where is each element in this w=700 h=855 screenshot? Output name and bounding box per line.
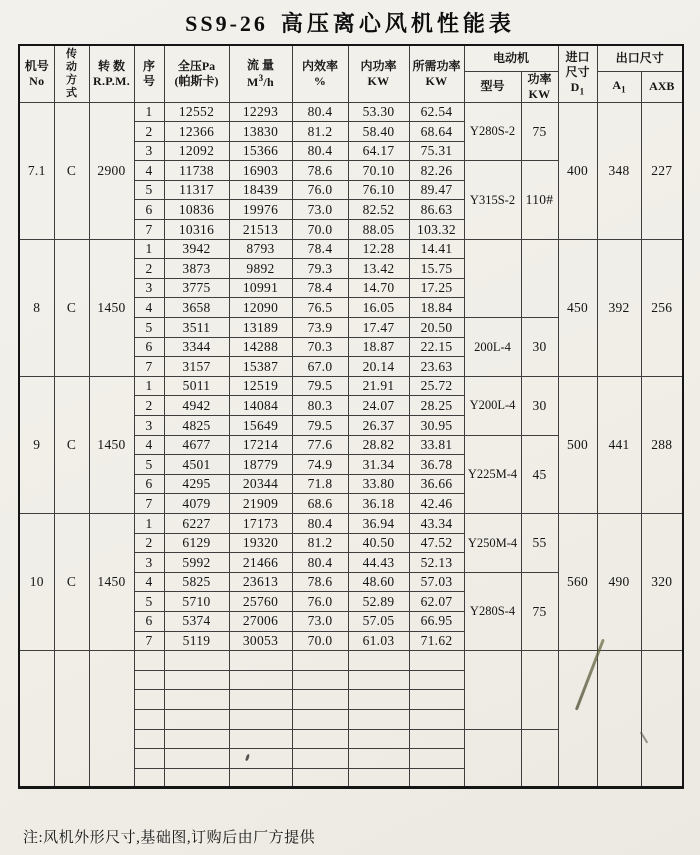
internal-power-cell: 88.05 — [348, 220, 409, 240]
internal-power-cell — [348, 729, 409, 749]
required-power-cell — [409, 651, 464, 671]
header-internal-power: 内功率 KW — [348, 45, 409, 102]
internal-power-cell: 76.10 — [348, 180, 409, 200]
flow-rate-cell — [229, 768, 292, 788]
motor-kw-cell: 110# — [521, 161, 558, 239]
flow-rate-cell: 13189 — [229, 318, 292, 338]
flow-rate-cell: 14084 — [229, 396, 292, 416]
internal-power-cell: 21.91 — [348, 376, 409, 396]
efficiency-cell: 78.6 — [292, 572, 348, 592]
internal-power-cell — [348, 768, 409, 788]
flow-rate-cell: 16903 — [229, 161, 292, 181]
required-power-cell: 86.63 — [409, 200, 464, 220]
seq-cell — [134, 729, 164, 749]
motor-kw-cell — [521, 239, 558, 317]
efficiency-cell: 71.8 — [292, 474, 348, 494]
flow-rate-cell: 10991 — [229, 278, 292, 298]
flow-rate-cell: 30053 — [229, 631, 292, 651]
flow-rate-cell: 19320 — [229, 533, 292, 553]
header-motor-group: 电动机 — [464, 45, 558, 71]
seq-cell: 7 — [134, 631, 164, 651]
flow-rate-cell — [229, 729, 292, 749]
internal-power-cell: 57.05 — [348, 611, 409, 631]
required-power-cell: 15.75 — [409, 259, 464, 279]
header-outlet-a1: $A_1$ — [597, 71, 641, 102]
rpm-cell: 1450 — [89, 239, 134, 376]
required-power-cell: 22.15 — [409, 337, 464, 357]
machine-no-cell: 9 — [19, 376, 54, 513]
outlet-axb-cell: 227 — [641, 102, 683, 239]
motor-kw-cell — [521, 729, 558, 788]
total-pressure-cell: 10836 — [164, 200, 229, 220]
seq-cell: 4 — [134, 298, 164, 318]
rpm-cell: 1450 — [89, 513, 134, 650]
flow-rate-cell: 12090 — [229, 298, 292, 318]
table-row — [19, 651, 683, 671]
required-power-cell: 66.95 — [409, 611, 464, 631]
total-pressure-cell: 12366 — [164, 122, 229, 142]
total-pressure-cell: 6227 — [164, 513, 229, 533]
seq-cell: 7 — [134, 220, 164, 240]
internal-power-cell: 13.42 — [348, 259, 409, 279]
total-pressure-cell: 5825 — [164, 572, 229, 592]
seq-cell: 7 — [134, 494, 164, 514]
internal-power-cell — [348, 709, 409, 729]
header-flow-rate: 流 量 $M^3/h$ — [229, 45, 292, 102]
motor-model-cell: Y250M-4 — [464, 513, 521, 572]
seq-cell — [134, 749, 164, 769]
seq-cell: 4 — [134, 435, 164, 455]
efficiency-cell: 81.2 — [292, 533, 348, 553]
required-power-cell: 57.03 — [409, 572, 464, 592]
internal-power-cell: 48.60 — [348, 572, 409, 592]
header-outlet-group: 出口尺寸 — [597, 45, 683, 71]
outlet-a1-cell: 441 — [597, 376, 641, 513]
internal-power-cell: 31.34 — [348, 455, 409, 475]
seq-cell — [134, 690, 164, 710]
outlet-axb-cell: 320 — [641, 513, 683, 650]
efficiency-cell: 81.2 — [292, 122, 348, 142]
machine-no-cell: 10 — [19, 513, 54, 650]
efficiency-cell: 76.5 — [292, 298, 348, 318]
efficiency-cell: 80.4 — [292, 553, 348, 573]
inlet-d1-cell: 450 — [558, 239, 597, 376]
efficiency-cell: 78.4 — [292, 239, 348, 259]
internal-power-cell: 24.07 — [348, 396, 409, 416]
efficiency-cell: 77.6 — [292, 435, 348, 455]
internal-power-cell: 44.43 — [348, 553, 409, 573]
efficiency-cell: 78.6 — [292, 161, 348, 181]
table-row — [19, 102, 683, 122]
internal-power-cell: 40.50 — [348, 533, 409, 553]
motor-model-cell: 200L-4 — [464, 318, 521, 377]
header-drive-mode: 传 动 方 式 — [54, 45, 89, 102]
total-pressure-cell: 4079 — [164, 494, 229, 514]
internal-power-cell: 17.47 — [348, 318, 409, 338]
flow-rate-cell: 17214 — [229, 435, 292, 455]
total-pressure-cell — [164, 709, 229, 729]
total-pressure-cell — [164, 651, 229, 671]
flow-rate-cell — [229, 690, 292, 710]
header-motor-kw: 功率 KW — [521, 71, 558, 102]
seq-cell: 6 — [134, 337, 164, 357]
seq-cell: 4 — [134, 572, 164, 592]
rpm-cell: 1450 — [89, 376, 134, 513]
seq-cell: 5 — [134, 455, 164, 475]
required-power-cell: 62.07 — [409, 592, 464, 612]
header-required-power: 所需功率 KW — [409, 45, 464, 102]
outlet-a1-cell: 490 — [597, 513, 641, 650]
required-power-cell — [409, 768, 464, 788]
motor-kw-cell — [521, 651, 558, 729]
flow-rate-cell: 21909 — [229, 494, 292, 514]
required-power-cell: 28.25 — [409, 396, 464, 416]
efficiency-cell — [292, 651, 348, 671]
required-power-cell: 47.52 — [409, 533, 464, 553]
efficiency-cell — [292, 729, 348, 749]
outlet-a1-cell: 392 — [597, 239, 641, 376]
total-pressure-cell: 12092 — [164, 141, 229, 161]
seq-cell: 5 — [134, 318, 164, 338]
efficiency-cell: 79.5 — [292, 376, 348, 396]
seq-cell: 6 — [134, 611, 164, 631]
title-model: SS9-26 — [185, 11, 268, 36]
motor-kw-cell: 45 — [521, 435, 558, 513]
internal-power-cell — [348, 690, 409, 710]
table-header — [19, 45, 683, 102]
inlet-d1-cell: 560 — [558, 513, 597, 650]
flow-rate-cell: 15366 — [229, 141, 292, 161]
efficiency-cell: 73.0 — [292, 611, 348, 631]
outlet-a1-cell: 348 — [597, 102, 641, 239]
flow-rate-cell — [229, 709, 292, 729]
internal-power-cell: 18.87 — [348, 337, 409, 357]
seq-cell: 7 — [134, 357, 164, 377]
motor-kw-cell: 30 — [521, 376, 558, 435]
drive-mode-cell — [54, 651, 89, 788]
efficiency-cell: 70.0 — [292, 220, 348, 240]
flow-rate-cell: 17173 — [229, 513, 292, 533]
efficiency-cell — [292, 709, 348, 729]
total-pressure-cell — [164, 690, 229, 710]
outlet-axb-cell: 288 — [641, 376, 683, 513]
motor-model-cell: Y200L-4 — [464, 376, 521, 435]
efficiency-cell: 79.5 — [292, 416, 348, 436]
fan-performance-table — [18, 44, 684, 789]
total-pressure-cell — [164, 670, 229, 690]
flow-rate-cell: 13830 — [229, 122, 292, 142]
seq-cell: 5 — [134, 592, 164, 612]
motor-model-cell — [464, 651, 521, 729]
flow-rate-cell: 18439 — [229, 180, 292, 200]
motor-model-cell — [464, 239, 521, 317]
rpm-cell — [89, 651, 134, 788]
total-pressure-cell: 4825 — [164, 416, 229, 436]
internal-power-cell: 16.05 — [348, 298, 409, 318]
total-pressure-cell — [164, 749, 229, 769]
total-pressure-cell: 4295 — [164, 474, 229, 494]
outlet-axb-cell: 256 — [641, 239, 683, 376]
drive-mode-cell: C — [54, 513, 89, 650]
motor-kw-cell: 55 — [521, 513, 558, 572]
seq-cell: 2 — [134, 533, 164, 553]
motor-kw-cell: 30 — [521, 318, 558, 377]
internal-power-cell: 52.89 — [348, 592, 409, 612]
required-power-cell — [409, 709, 464, 729]
seq-cell: 1 — [134, 513, 164, 533]
required-power-cell: 17.25 — [409, 278, 464, 298]
drive-mode-cell: C — [54, 102, 89, 239]
machine-no-cell — [19, 651, 54, 788]
header-motor-model: 型号 — [464, 71, 521, 102]
required-power-cell: 52.13 — [409, 553, 464, 573]
internal-power-cell: 82.52 — [348, 200, 409, 220]
header-machine-no: 机号 No — [19, 45, 54, 102]
internal-power-cell — [348, 749, 409, 769]
seq-cell: 3 — [134, 553, 164, 573]
header-rpm: 转 数 R.P.M. — [89, 45, 134, 102]
motor-model-cell: Y315S-2 — [464, 161, 521, 239]
required-power-cell: 36.78 — [409, 455, 464, 475]
internal-power-cell: 36.94 — [348, 513, 409, 533]
total-pressure-cell: 3344 — [164, 337, 229, 357]
required-power-cell: 43.34 — [409, 513, 464, 533]
total-pressure-cell: 5374 — [164, 611, 229, 631]
required-power-cell: 23.63 — [409, 357, 464, 377]
flow-rate-cell: 9892 — [229, 259, 292, 279]
seq-cell — [134, 651, 164, 671]
internal-power-cell — [348, 670, 409, 690]
total-pressure-cell — [164, 768, 229, 788]
inlet-d1-cell: 500 — [558, 376, 597, 513]
required-power-cell: 68.64 — [409, 122, 464, 142]
internal-power-cell: 26.37 — [348, 416, 409, 436]
efficiency-cell: 76.0 — [292, 592, 348, 612]
flow-rate-cell: 15649 — [229, 416, 292, 436]
seq-cell: 6 — [134, 474, 164, 494]
efficiency-cell: 68.6 — [292, 494, 348, 514]
efficiency-cell — [292, 690, 348, 710]
table-row — [19, 513, 683, 533]
total-pressure-cell: 3775 — [164, 278, 229, 298]
total-pressure-cell: 3157 — [164, 357, 229, 377]
required-power-cell: 20.50 — [409, 318, 464, 338]
efficiency-cell: 70.3 — [292, 337, 348, 357]
flow-rate-cell: 27006 — [229, 611, 292, 631]
inlet-d1-cell: 400 — [558, 102, 597, 239]
table-row — [19, 239, 683, 259]
required-power-cell: 30.95 — [409, 416, 464, 436]
header-total-pressure: 全压Pa (帕斯卡) — [164, 45, 229, 102]
required-power-cell — [409, 690, 464, 710]
header-outlet-axb: AXB — [641, 71, 683, 102]
internal-power-cell: 53.30 — [348, 102, 409, 122]
internal-power-cell: 61.03 — [348, 631, 409, 651]
internal-power-cell: 14.70 — [348, 278, 409, 298]
efficiency-cell: 80.4 — [292, 102, 348, 122]
total-pressure-cell: 5710 — [164, 592, 229, 612]
footnote: 注:风机外形尺寸,基础图,订购后由厂方提供 — [23, 830, 316, 846]
flow-rate-cell: 20344 — [229, 474, 292, 494]
seq-cell: 6 — [134, 200, 164, 220]
seq-cell — [134, 670, 164, 690]
seq-cell — [134, 709, 164, 729]
required-power-cell: 103.32 — [409, 220, 464, 240]
flow-rate-cell: 21466 — [229, 553, 292, 573]
internal-power-cell — [348, 651, 409, 671]
header-efficiency: 内效率 % — [292, 45, 348, 102]
required-power-cell: 18.84 — [409, 298, 464, 318]
motor-model-cell: Y225M-4 — [464, 435, 521, 513]
required-power-cell: 42.46 — [409, 494, 464, 514]
motor-model-cell: Y280S-4 — [464, 572, 521, 650]
total-pressure-cell: 11317 — [164, 180, 229, 200]
total-pressure-cell: 3658 — [164, 298, 229, 318]
seq-cell: 3 — [134, 416, 164, 436]
internal-power-cell: 58.40 — [348, 122, 409, 142]
total-pressure-cell: 10316 — [164, 220, 229, 240]
motor-kw-cell: 75 — [521, 572, 558, 650]
required-power-cell: 25.72 — [409, 376, 464, 396]
efficiency-cell: 73.9 — [292, 318, 348, 338]
total-pressure-cell: 3942 — [164, 239, 229, 259]
total-pressure-cell: 3511 — [164, 318, 229, 338]
required-power-cell: 71.62 — [409, 631, 464, 651]
table-row — [19, 376, 683, 396]
seq-cell: 1 — [134, 102, 164, 122]
flow-rate-cell — [229, 651, 292, 671]
machine-no-cell: 8 — [19, 239, 54, 376]
efficiency-cell: 78.4 — [292, 278, 348, 298]
internal-power-cell: 36.18 — [348, 494, 409, 514]
total-pressure-cell: 5992 — [164, 553, 229, 573]
motor-model-cell — [464, 729, 521, 788]
flow-rate-cell: 23613 — [229, 572, 292, 592]
required-power-cell: 14.41 — [409, 239, 464, 259]
header-seq: 序 号 — [134, 45, 164, 102]
total-pressure-cell — [164, 729, 229, 749]
required-power-cell — [409, 729, 464, 749]
total-pressure-cell: 12552 — [164, 102, 229, 122]
seq-cell: 1 — [134, 376, 164, 396]
total-pressure-cell: 5119 — [164, 631, 229, 651]
seq-cell: 3 — [134, 278, 164, 298]
required-power-cell: 82.26 — [409, 161, 464, 181]
machine-no-cell: 7.1 — [19, 102, 54, 239]
efficiency-cell: 67.0 — [292, 357, 348, 377]
seq-cell: 5 — [134, 180, 164, 200]
motor-model-cell: Y280S-2 — [464, 102, 521, 161]
efficiency-cell: 80.4 — [292, 141, 348, 161]
seq-cell: 4 — [134, 161, 164, 181]
motor-kw-cell: 75 — [521, 102, 558, 161]
internal-power-cell: 20.14 — [348, 357, 409, 377]
efficiency-cell: 80.4 — [292, 513, 348, 533]
internal-power-cell: 12.28 — [348, 239, 409, 259]
header-inlet-d1: 进口 尺寸 $D_1$ — [558, 45, 597, 102]
internal-power-cell: 28.82 — [348, 435, 409, 455]
efficiency-cell: 73.0 — [292, 200, 348, 220]
flow-rate-cell: 12519 — [229, 376, 292, 396]
efficiency-cell — [292, 670, 348, 690]
required-power-cell: 75.31 — [409, 141, 464, 161]
total-pressure-cell: 4942 — [164, 396, 229, 416]
flow-rate-cell — [229, 670, 292, 690]
flow-rate-cell: 8793 — [229, 239, 292, 259]
seq-cell: 2 — [134, 396, 164, 416]
required-power-cell: 36.66 — [409, 474, 464, 494]
seq-cell: 3 — [134, 141, 164, 161]
total-pressure-cell: 4677 — [164, 435, 229, 455]
total-pressure-cell: 5011 — [164, 376, 229, 396]
efficiency-cell: 76.0 — [292, 180, 348, 200]
flow-rate-cell: 15387 — [229, 357, 292, 377]
outlet-a1-cell — [597, 651, 641, 788]
total-pressure-cell: 3873 — [164, 259, 229, 279]
flow-rate-cell — [229, 749, 292, 769]
required-power-cell — [409, 670, 464, 690]
efficiency-cell: 70.0 — [292, 631, 348, 651]
efficiency-cell — [292, 768, 348, 788]
efficiency-cell: 79.3 — [292, 259, 348, 279]
flow-rate-cell: 14288 — [229, 337, 292, 357]
flow-rate-cell: 19976 — [229, 200, 292, 220]
required-power-cell — [409, 749, 464, 769]
drive-mode-cell: C — [54, 239, 89, 376]
total-pressure-cell: 4501 — [164, 455, 229, 475]
required-power-cell: 62.54 — [409, 102, 464, 122]
internal-power-cell: 64.17 — [348, 141, 409, 161]
total-pressure-cell: 11738 — [164, 161, 229, 181]
seq-cell — [134, 768, 164, 788]
internal-power-cell: 33.80 — [348, 474, 409, 494]
flow-rate-cell: 25760 — [229, 592, 292, 612]
outlet-axb-cell — [641, 651, 683, 788]
required-power-cell: 33.81 — [409, 435, 464, 455]
seq-cell: 2 — [134, 259, 164, 279]
flow-rate-cell: 18779 — [229, 455, 292, 475]
seq-cell: 1 — [134, 239, 164, 259]
flow-rate-cell: 12293 — [229, 102, 292, 122]
seq-cell: 2 — [134, 122, 164, 142]
efficiency-cell: 80.3 — [292, 396, 348, 416]
title-name: 高压离心风机性能表 — [280, 11, 515, 36]
efficiency-cell: 74.9 — [292, 455, 348, 475]
header-row-top — [19, 45, 683, 71]
required-power-cell: 89.47 — [409, 180, 464, 200]
drive-mode-cell: C — [54, 376, 89, 513]
total-pressure-cell: 6129 — [164, 533, 229, 553]
rpm-cell: 2900 — [89, 102, 134, 239]
internal-power-cell: 70.10 — [348, 161, 409, 181]
flow-rate-cell: 21513 — [229, 220, 292, 240]
page-title — [0, 7, 700, 38]
efficiency-cell — [292, 749, 348, 769]
